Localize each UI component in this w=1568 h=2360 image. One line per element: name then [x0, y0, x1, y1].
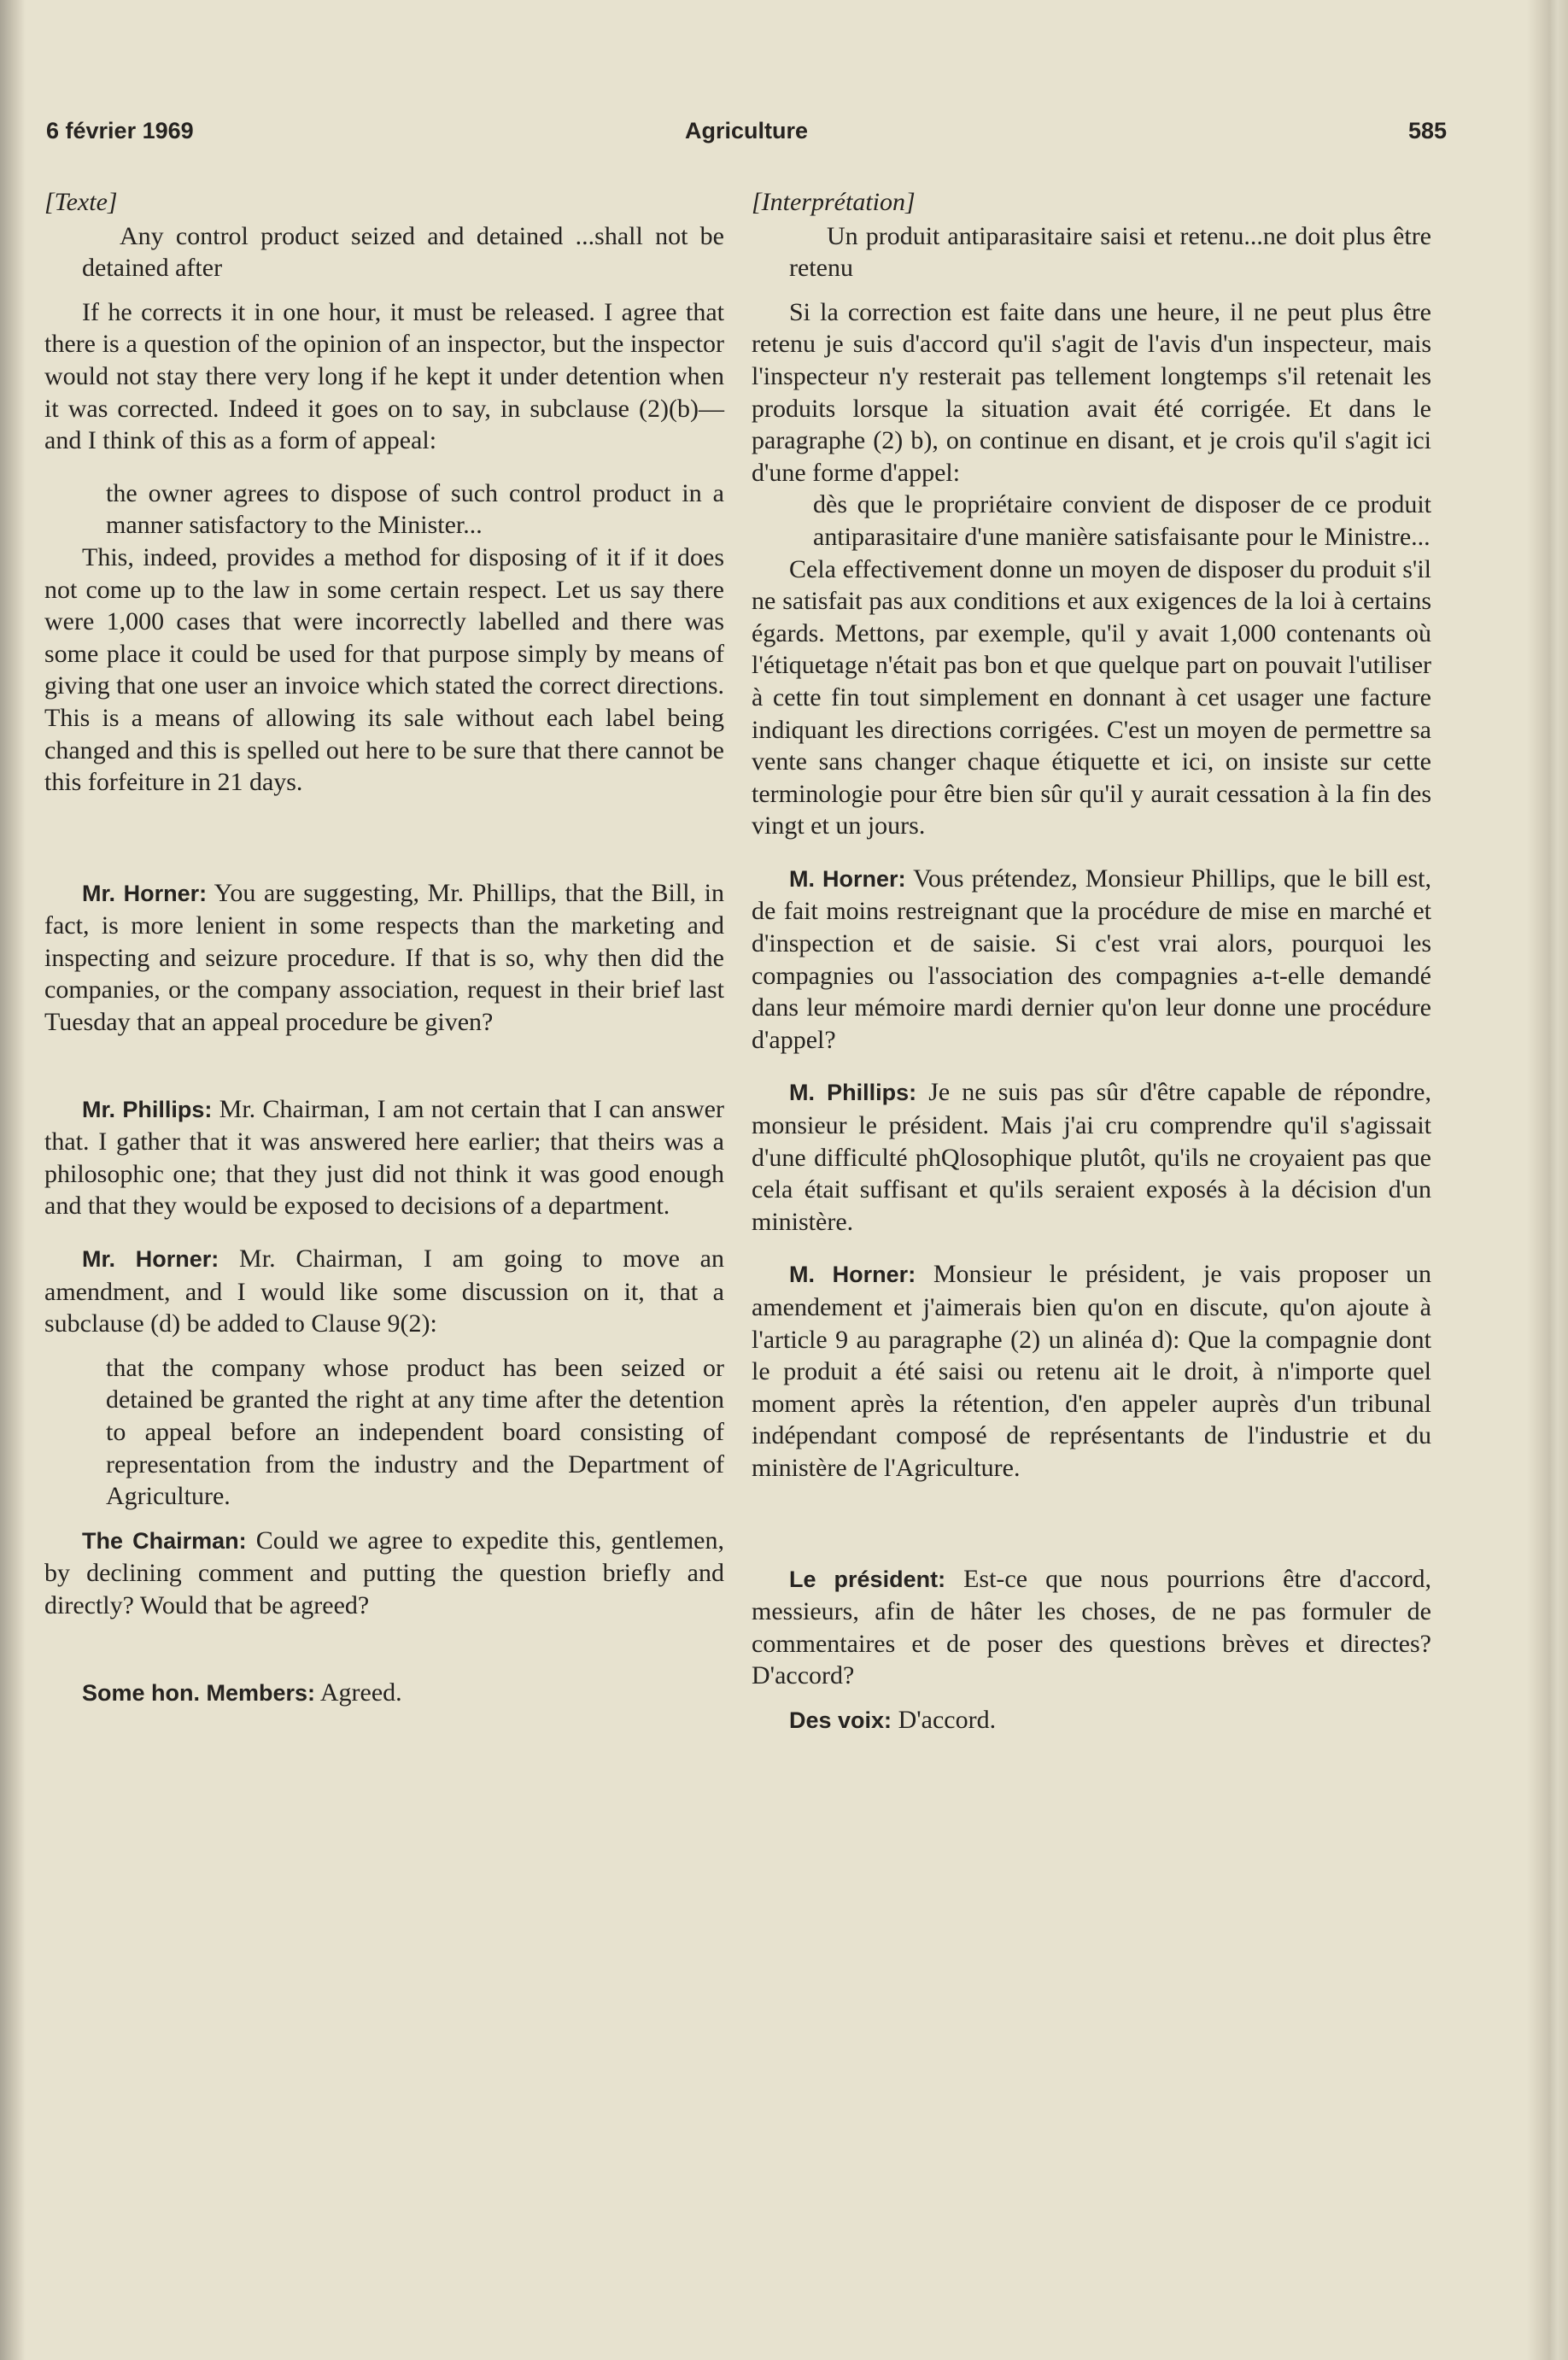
speaker-name: Des voix: [789, 1707, 892, 1733]
speaker-name: Mr. Horner: [82, 880, 208, 906]
paragraph: Si la correction est faite dans une heure, il ne peut plus être retenu je suis d'accord qu'il s'agit de l'avis d'un inspecteur, mais l'inspecteur n'y resterait pas tellement longtemps s'il retenait les produits lorsque la situation avait été corrigée. Et dans le paragraphe (2) b), on continue en disant, et je crois qu'il s'agit ici d'une forme d'appel: [752, 297, 1431, 487]
speech-chairman [44, 1525, 724, 1622]
speaker-name: M. Horner: [789, 865, 906, 892]
speech-text: Est-ce que nous pourrions être d'accord, messieurs, afin de hâter les choses, de ne pas formuler de commentaires et de poser des questions brèves et directes? D'accord? [752, 1564, 1431, 1690]
speech-chairman [752, 1563, 1431, 1692]
speech-text: You are suggesting, Mr. Phillips, that the Bill, in fact, is more lenient in some respects than the marketing and inspecting and seizure procedure. If that is so, why then did the companies, or the company association, request in their brief last Tuesday that an appeal procedure be given? [44, 878, 724, 1037]
speech-phillips [44, 1093, 724, 1222]
speech-text: Vous prétendez, Monsieur Phillips, que le bill est, de fait moins restreignant que la procédure de mise en marché et d'inspection et de saisie. Si c'est vrai alors, pourquoi les compagnies ou l'association des compagnies a-t-elle demandé dans leur mémoire mardi dernier qu'on leur donne une procédure d'appel? [752, 864, 1431, 1054]
quoted-clause: Un produit antiparasitaire saisi et retenu...ne doit plus être retenu [789, 221, 1431, 283]
speaker-name: Mr. Horner: [82, 1246, 219, 1273]
quoted-clause: Any control product seized and detained ...shall not be detained after [82, 221, 724, 283]
speech-text: Mr. Chairman, I am going to move an amendment, and I would like some discussion on it, that a subclause (d) be added to Clause 9(2): [44, 1244, 724, 1338]
speech-members [752, 1704, 1431, 1737]
speaker-name: M. Horner: [789, 1262, 916, 1288]
page-edge-shadow [1527, 0, 1568, 2360]
header-date: 6 février 1969 [46, 118, 194, 143]
speaker-name: The Chairman: [82, 1527, 247, 1554]
speech-text: Could we agree to expedite this, gentlemen, by declining comment and putting the question briefly and directly? Would that be agreed? [44, 1526, 724, 1619]
running-head [46, 118, 1447, 155]
speaker-name: M. Phillips: [789, 1080, 917, 1106]
speaker-name: Le président: [789, 1566, 946, 1592]
page-number: 585 [1407, 118, 1447, 143]
speech-horner [752, 1258, 1431, 1484]
speech-horner [44, 877, 724, 1039]
paragraph: If he corrects it in one hour, it must be released. I agree that there is a question of the opinion of an inspector, but the inspector would not stay there very long if he kept it under detention when it was corrected. Indeed it goes on to say, in subclause (2)(b)— and I think of this as a form of appeal: [44, 297, 724, 455]
quoted-amendment: that the company whose product has been seized or detained be granted the right at any time after the detention to appeal before an independent board consisting of representation from the industry and the Department of Agriculture. [106, 1353, 724, 1511]
speech-text: D'accord. [892, 1705, 997, 1734]
speaker-name: Mr. Phillips: [82, 1096, 213, 1122]
english-column [44, 186, 724, 1709]
speech-text: Agreed. [315, 1678, 402, 1707]
speaker-name: Some hon. Members: [82, 1679, 316, 1706]
speech-text: Monsieur le président, je vais proposer un amendement et j'aimerais bien qu'on en discute, qu'on ajoute à l'article 9 au paragraphe (2) un alinéa d): Que la compagnie dont le produit a été saisi ou retenu ait le droit, à n'importe quel moment après la rétention, d'en appeler auprès d'un tribunal indépendant composé de représentants de l'industrie et du ministère de l'Agriculture. [752, 1260, 1431, 1482]
section-label-texte: [Texte] [44, 188, 118, 216]
quoted-clause: dès que le propriétaire convient de disposer de ce produit antiparasitaire d'une manière satisfaisante pour le Ministre... [813, 490, 1431, 551]
speech-horner [44, 1243, 724, 1340]
section-label-interpretation: [Interprétation] [752, 188, 916, 216]
speech-members [44, 1677, 724, 1710]
speech-text: Mr. Chairman, I am not certain that I can answer that. I gather that it was answered here earlier; that theirs was a philosophic one; that they just did not think it was good enough and that they would be exposed to decisions of a department. [44, 1094, 724, 1221]
speech-text: Je ne suis pas sûr d'être capable de répondre, monsieur le président. Mais j'ai cru comprendre qu'il s'agissait d'une difficulté phQlosophique plutôt, qu'ils ne croyaient pas que cela était suffisant et qu'ils seraient exposés à la décision d'un ministère. [752, 1078, 1431, 1236]
header-title: Agriculture [684, 118, 809, 143]
french-column [752, 186, 1431, 1737]
speech-phillips [752, 1076, 1431, 1238]
speech-horner [752, 863, 1431, 1057]
quoted-clause: the owner agrees to dispose of such control product in a manner satisfactory to the Minister... [106, 478, 724, 540]
paragraph: This, indeed, provides a method for disposing of it if it does not come up to the law in some certain respect. Let us say there were 1,000 cases that were incorrectly labelled and there was some place it could be used for that purpose simply by means of giving that one user an invoice which stated the correct directions. This is a means of allowing its sale without each label being changed and this is spelled out here to be sure that there cannot be this forfeiture in 21 days. [44, 542, 724, 797]
page-binding-shadow [0, 0, 26, 2360]
paragraph: Cela effectivement donne un moyen de disposer du produit s'il ne satisfait pas aux conditions et aux exigences de la loi à certains égards. Mettons, par exemple, qu'il y avait 1,000 contenants où l'étiquetage n'était pas bon et que quelque part on pouvait l'utiliser à cette fin tout simplement en donnant à cet usager une facture indiquant les directions corrigées. C'est un moyen de permettre sa vente sans changer chaque étiquette et ici, on insiste sur cette terminologie pour être bien sûr qu'il y aurait cessation à la fin des vingt et un jours. [752, 554, 1431, 840]
